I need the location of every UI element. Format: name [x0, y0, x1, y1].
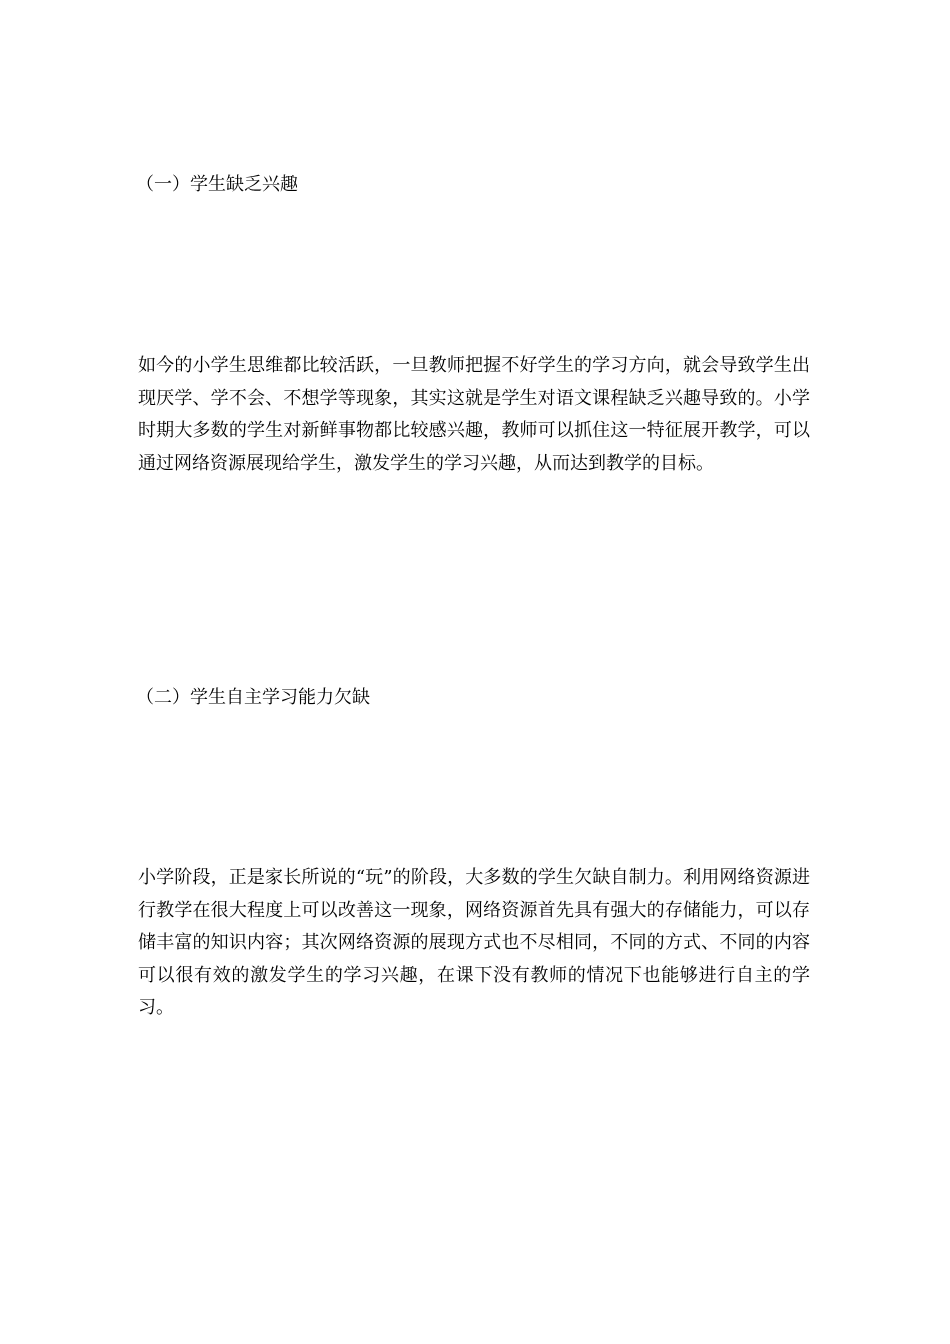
section-heading-2: （二）学生自主学习能力欠缺	[136, 687, 370, 708]
section-paragraph-2: 小学阶段，正是家长所说的“玩”的阶段，大多数的学生欠缺自制力。利用网络资源进行教学在很大程度上可以改善这一现象，网络资源首先具有强大的存储能力，可以存储丰富的知识内容；其次网络资源的展现方式也不尽相同，不同的方式、不同的内容可以很有效的激发学生的学习兴趣，在课下没有教师的情况下也能够进行自主的学习。	[138, 867, 810, 1018]
section-heading-1: （一）学生缺乏兴趣	[136, 174, 298, 195]
section-paragraph-1: 如今的小学生思维都比较活跃，一旦教师把握不好学生的学习方向，就会导致学生出现厌学、学不会、不想学等现象，其实这就是学生对语文课程缺乏兴趣导致的。小学时期大多数的学生对新鲜事物都比较感兴趣，教师可以抓住这一特征展开教学，可以通过网络资源展现给学生，激发学生的学习兴趣，从而达到教学的目标。	[138, 355, 810, 474]
